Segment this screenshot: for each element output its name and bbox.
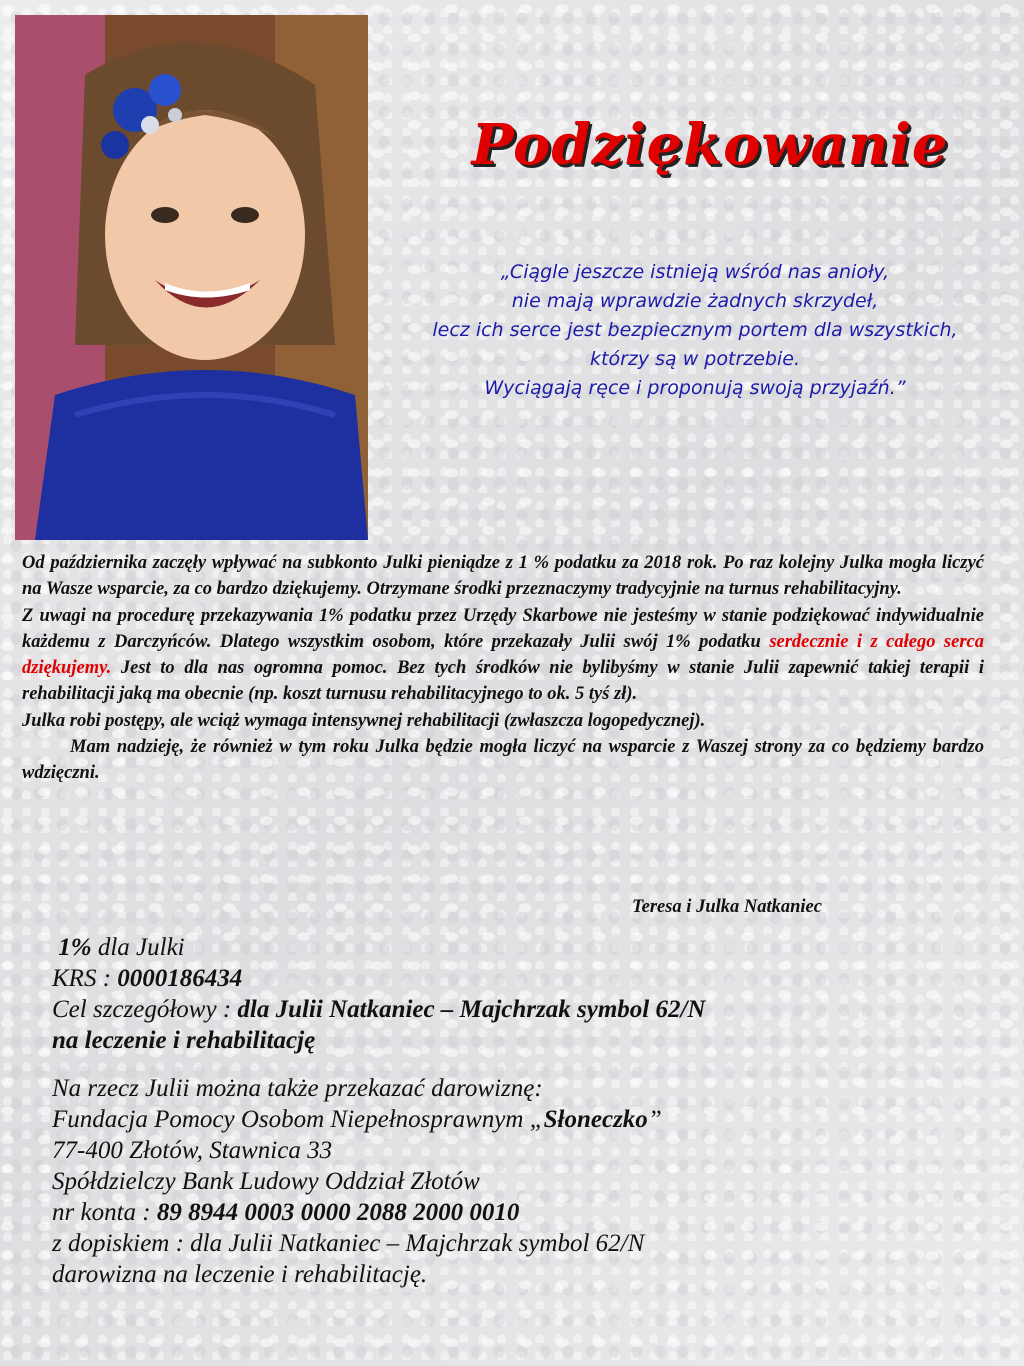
one-percent-value: 1% [58, 934, 92, 961]
bank-name: Spółdzielczy Bank Ludowy Oddział Złotów [52, 1168, 480, 1195]
foundation-line [52, 1104, 1002, 1135]
account-number: 89 8944 0003 0000 2088 2000 0010 [156, 1199, 520, 1226]
spacer [52, 1056, 1002, 1073]
thank-you-letter [22, 550, 984, 787]
account-label: nr konta : [52, 1199, 157, 1226]
paragraph-subaccount: Od października zaczęły wpływać na subkonto Julki pieniądze z 1 % podatku za 2018 rok. Po raz kolejny Julka mogła liczyć na Wasze wsparcie, za co bardzo dziękujemy. Otrzymane środki przeznaczymy tradycyjnie na turnus rehabilitacyjny. [22, 553, 984, 600]
thanks-highlight: serdecznie i z całego serca dziękujemy. [22, 631, 984, 679]
goal-line [52, 994, 1002, 1025]
donation-info [52, 932, 1002, 1290]
one-percent-label: dla Julki [91, 934, 185, 961]
quote-line: którzy są w potrzebie. [590, 348, 800, 370]
photo-girl [15, 15, 368, 540]
foundation-prefix: Fundacja Pomocy Osobom Niepełnosprawnym „ [52, 1106, 544, 1133]
goal-value-2: na leczenie i rehabilitację [52, 1027, 316, 1054]
foundation-suffix: ” [647, 1106, 662, 1133]
foundation-address: 77-400 Złotów, Stawnica 33 [52, 1137, 333, 1164]
quote-line: Wyciągają ręce i proponują swoją przyjaźń.” [484, 377, 906, 399]
krs-label: KRS : [52, 965, 118, 992]
goal-label: Cel szczegółowy : [52, 996, 238, 1023]
photo-illustration [15, 15, 368, 540]
krs-line [52, 963, 1002, 994]
quote-line: nie mają wprawdzie żadnych skrzydeł, [511, 290, 879, 312]
transfer-note: z dopiskiem : dla Julii Natkaniec – Majchrzak symbol 62/N [52, 1230, 645, 1257]
angel-quote [380, 258, 1010, 403]
paragraph-hope: Mam nadzieję, że również w tym roku Julka będzie mogła liczyć na wsparcie z Waszej strony za co będziemy bardzo wdzięczni. [22, 737, 984, 784]
transfer-note-2: darowizna na leczenie i rehabilitację. [52, 1261, 428, 1288]
quote-line: „Ciągle jeszcze istnieją wśród nas anioły, [500, 261, 890, 283]
one-percent-line [52, 932, 1002, 963]
donation-intro: Na rzecz Julii można także przekazać darowiznę: [52, 1075, 543, 1102]
account-line [52, 1197, 1002, 1228]
paragraph-thanks [22, 603, 984, 708]
paragraph-progress: Julka robi postępy, ale wciąż wymaga intensywnej rehabilitacji (zwłaszcza logopedycznej). [22, 710, 706, 731]
foundation-name: Słoneczko [543, 1106, 648, 1133]
thanks-text-end: Jest to dla nas ogromna pomoc. Bez tych środków nie bylibyśmy w stanie Julii zapewnić takiej terapii i rehabilitacji jaką ma obecnie (np. koszt turnusu rehabilitacyjnego to ok. 5 tyś zł). [22, 658, 984, 705]
goal-line-2 [52, 1025, 1002, 1056]
goal-value: dla Julii Natkaniec – Majchrzak symbol 62/N [237, 996, 706, 1023]
thanks-text-start: Z uwagi na procedurę przekazywania 1% podatku przez Urzędy Skarbowe nie jesteśmy w stanie podziękować indywidualnie każdemu z Darczyńców. Dlatego wszystkim osobom, które przekazały Julii swój 1% podatku [22, 605, 984, 652]
page-title: Podziękowanie [471, 112, 949, 178]
signature: Teresa i Julka Natkaniec [632, 897, 822, 917]
quote-line: lecz ich serce jest bezpiecznym portem dla wszystkich, [432, 319, 958, 341]
krs-number: 0000186434 [117, 965, 243, 992]
